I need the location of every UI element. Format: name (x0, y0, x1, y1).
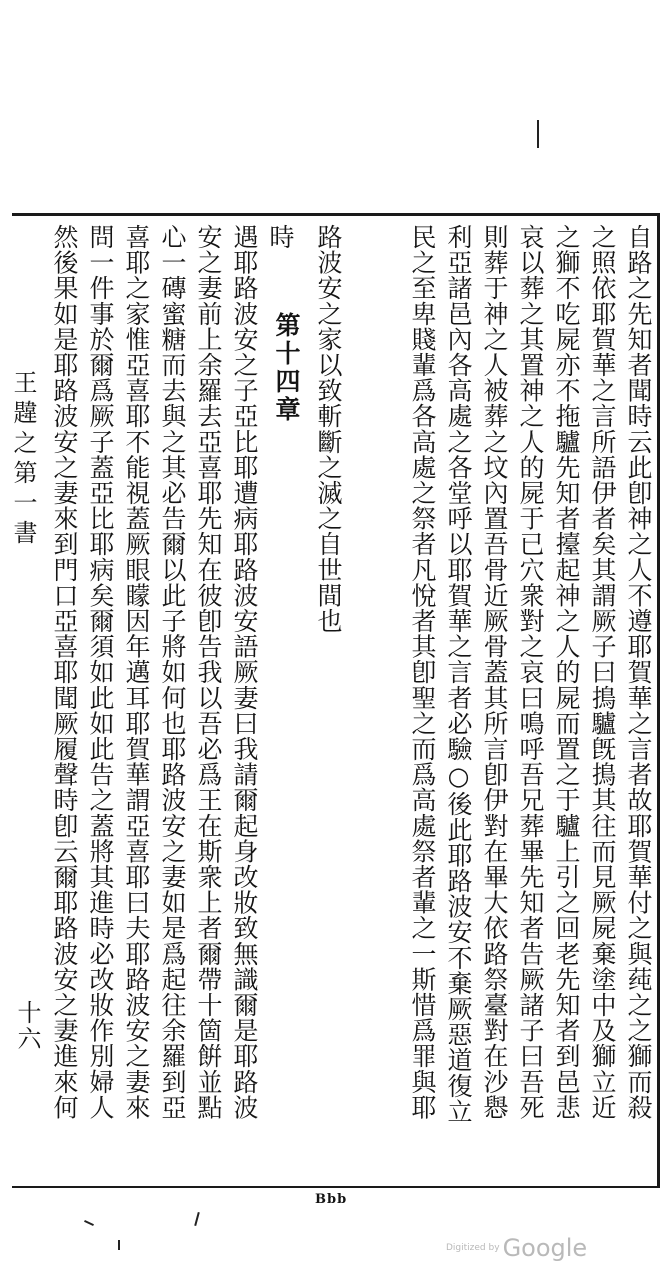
running-title: 王韙之第一書 (9, 370, 37, 550)
scan-mark (194, 1212, 200, 1226)
text-column: 問一件事於爾爲厥子蓋亞比耶病矣爾須如此如此告之蓋將其進時必改妝作別婦人 (86, 224, 115, 1120)
bottom-border-rule (12, 1186, 660, 1188)
chapter-heading: 第十四章 (272, 312, 301, 424)
page-number: 十六 (13, 1000, 41, 1052)
digitized-watermark (446, 1234, 587, 1262)
scan-mark (118, 1240, 120, 1250)
text-column: 之獅不吃屍亦不拖驢先知者擡起神之人的屍而置之于驢上引之回老先知者到邑悲 (552, 224, 581, 1120)
text-column: 安之妻前上余羅去亞喜耶先知在彼卽告我以吾必爲王在斯衆上者爾帶十箇餠並點 (194, 224, 223, 1120)
text-column: 民之至卑賤輩爲各高處之祭者凡悅者其卽聖之而爲高處祭者輩之一斯惜爲罪與耶 (408, 224, 437, 1120)
watermark-caption: Digitized by (446, 1243, 500, 1253)
google-logo: Google (502, 1234, 588, 1262)
text-column: 哀以葬之其置神之人的屍于已穴衆對之哀曰鳴呼吾兄葬畢先知者告厥諸子曰吾死 (516, 224, 545, 1120)
printer-signature: Bbb (315, 1192, 348, 1207)
text-column: 自路之先知者聞時云此卽神之人不遵耶賀華之言者故耶賀華付之與莼之之獅而殺 (624, 224, 653, 1120)
text-column: 則葬于神之人被葬之坟內置吾骨近厥骨蓋其所言卽伊對在畢大依路祭臺對在沙㦛 (480, 224, 509, 1120)
text-column: 遇耶路波安之子亞比耶遭病耶路波安語厥妻曰我請爾起身改妝致無識爾是耶路波 (230, 224, 259, 1120)
text-column: 心一磚蜜糖而去與之其必告爾以此子將如何也耶路波安之妻如是爲起往余羅到亞 (158, 224, 187, 1120)
text-column: 路波安之家以致斬斷之滅之自世間也 (314, 224, 343, 634)
right-border-rule (657, 213, 660, 1188)
text-column: 喜耶之家惟亞喜耶不能視蓋厥眼矇因年邁耳耶賀華謂亞喜耶曰夫耶路波安之妻來 (122, 224, 151, 1120)
text-column: 之照依耶賀華之言所語伊者矣其謂厥子曰㨶驢旣㨶其往而見厥屍棄塗中及獅立近 (588, 224, 617, 1120)
text-column: 然後果如是耶路波安之妻來到門口亞喜耶聞厥履聲時卽云爾耶路波安之妻進來何 (50, 224, 79, 1120)
text-column: 利亞諸邑內各高處之各堂呼以耶賀華之言者必驗○後此耶路波安不棄厥惡道復立 (444, 224, 473, 1124)
top-border-rule (12, 213, 660, 216)
scan-mark (537, 120, 539, 148)
text-column: 時 (266, 224, 295, 250)
scan-mark (84, 1220, 94, 1226)
